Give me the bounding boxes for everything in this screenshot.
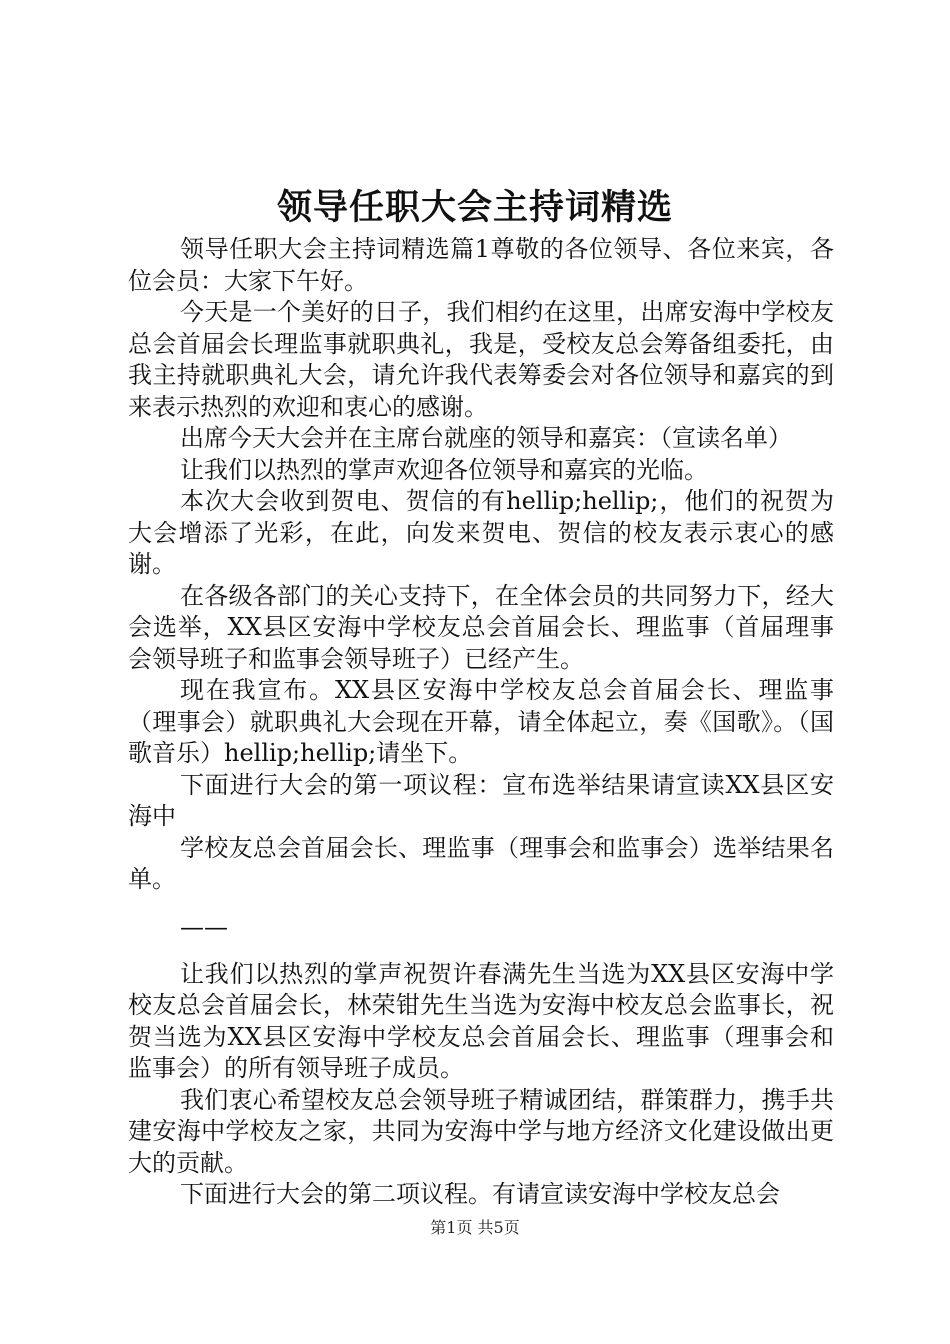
paragraph: 我们衷心希望校友总会领导班子精诚团结，群策群力，携手共建安海中学校友之家，共同为安海中学与地方经济文化建设做出更大的贡献。	[128, 1085, 834, 1177]
dash-separator: ——	[180, 912, 228, 941]
paragraph: 在各级各部门的关心支持下，在全体会员的共同努力下，经大会选举，XX县区安海中学校友总会首届会长、理监事（首届理事会领导班子和监事会领导班子）已经产生。	[128, 581, 834, 673]
paragraph: 本次大会收到贺电、贺信的有hellip;hellip;，他们的祝贺为大会增添了光彩，在此，向发来贺电、贺信的校友表示衷心的感谢。	[128, 487, 834, 578]
document-body	[128, 234, 834, 1211]
paragraph: 下面进行大会的第一项议程：宣布选举结果请宣读XX县区安海中	[128, 770, 834, 830]
paragraph: 下面进行大会的第二项议程。有请宣读安海中学校友总会	[180, 1180, 780, 1208]
page-number-footer: 第1页 共5页	[430, 1218, 520, 1237]
paragraph: 让我们以热烈的掌声欢迎各位领导和嘉宾的光临。	[180, 455, 708, 484]
paragraph: 出席今天大会并在主席台就座的领导和嘉宾：（宣读名单）	[180, 424, 792, 452]
paragraph: 今天是一个美好的日子，我们相约在这里，出席安海中学校友总会首届会长理监事就职典礼，我是，受校友总会筹备组委托，由我主持就职典礼大会，请允许我代表筹委会对各位领导和嘉宾的到来表示热烈的欢迎和衷心的感谢。	[128, 298, 834, 421]
document-title: 领导任职大会主持词精选	[276, 187, 673, 228]
paragraph: 让我们以热烈的掌声祝贺许春满先生当选为XX县区安海中学校友总会首届会长，林荣钳先生当选为安海中校友总会监事长，祝贺当选为XX县区安海中学校友总会首届会长、理监事（理事会和监事会）的所有领导班子成员。	[128, 959, 834, 1082]
paragraph: 现在我宣布。XX县区安海中学校友总会首届会长、理监事（理事会）就职典礼大会现在开幕，请全体起立，奏《国歌》。（国歌音乐）hellip;hellip;请坐下。	[128, 676, 834, 767]
paragraph: 领导任职大会主持词精选篇1尊敬的各位领导、各位来宾，各位会员：大家下午好。	[128, 235, 834, 295]
paragraph: 学校友总会首届会长、理监事（理事会和监事会）选举结果名单。	[128, 833, 834, 893]
